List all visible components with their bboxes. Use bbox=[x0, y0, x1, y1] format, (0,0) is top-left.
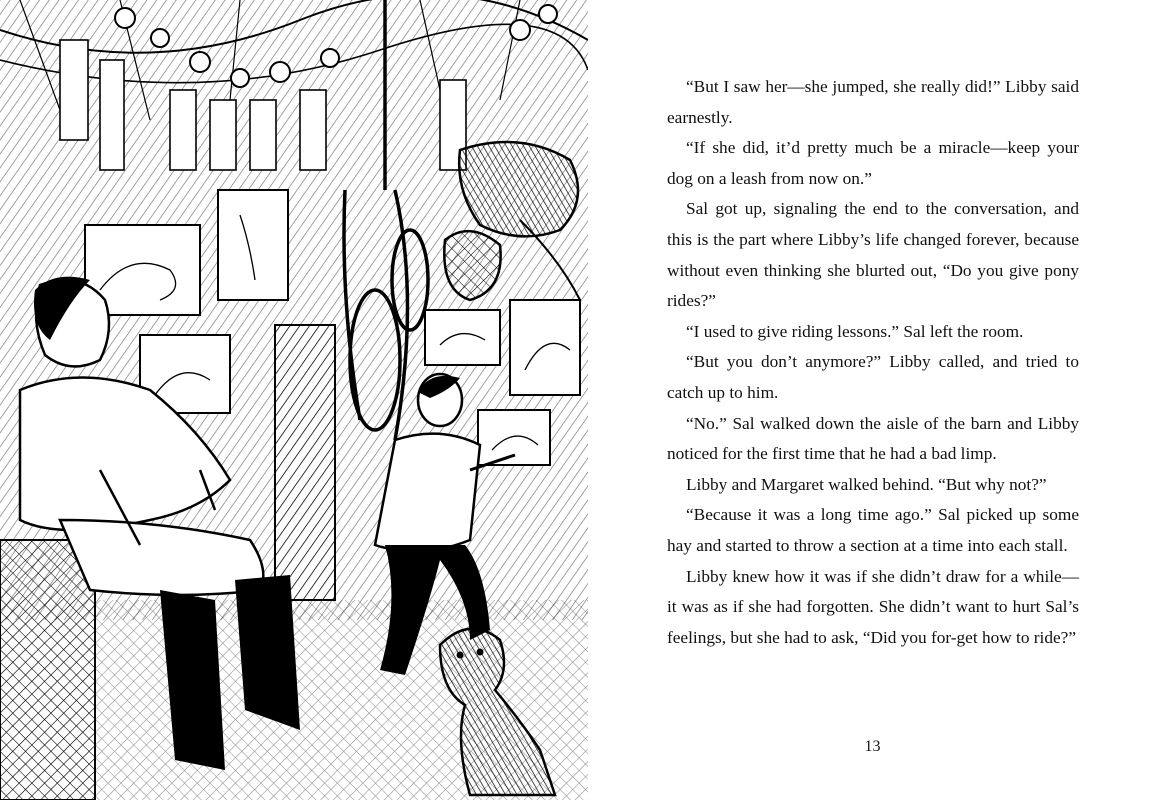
story-text bbox=[667, 72, 1079, 653]
paragraph: Libby knew how it was if she didn’t draw for a while—it was as if she had forgotten. She didn’t want to hurt Sal’s feelings, but she had to ask, “Did you for-get how to ride?” bbox=[667, 566, 1079, 647]
paragraph: “If she did, it’d pretty much be a miracle—keep your dog on a leash from now on.” bbox=[667, 138, 1079, 188]
paragraph: “Because it was a long time ago.” Sal picked up some hay and started to throw a section at a time into each stall. bbox=[667, 505, 1079, 555]
paragraph: Sal got up, signaling the end to the conversation, and this is the part where Libby’s life changed forever, because without even thinking she blurted out, “Do you give pony rides?” bbox=[667, 199, 1079, 311]
paragraph: Libby and Margaret walked behind. “But why not?” bbox=[686, 474, 1047, 494]
paragraph: “No.” Sal walked down the aisle of the barn and Libby noticed for the first time that he had a bad limp. bbox=[667, 413, 1079, 464]
paragraph: “But you don’t anymore?” Libby called, and tried to catch up to him. bbox=[667, 352, 1079, 402]
page-number: 13 bbox=[864, 738, 881, 755]
paragraph: “But I saw her—she jumped, she really did!” Libby said earnestly. bbox=[667, 77, 1079, 127]
text-page bbox=[640, 0, 1173, 800]
paragraph: “I used to give riding lessons.” Sal left the room. bbox=[686, 321, 1024, 341]
